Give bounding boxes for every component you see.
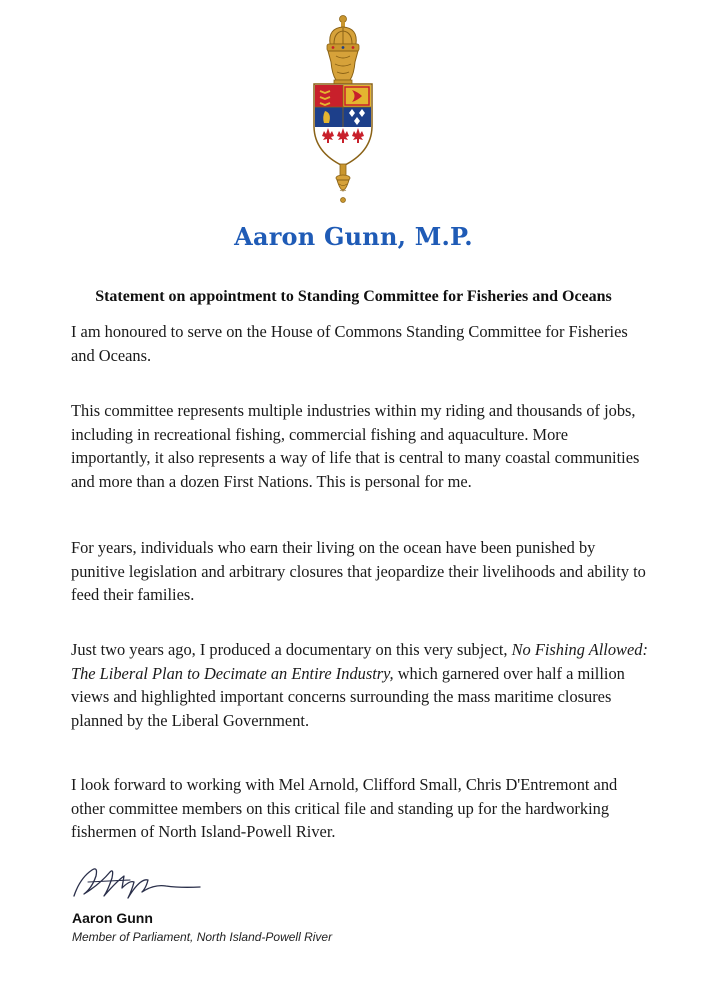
statement-title: Statement on appointment to Standing Committee for Fisheries and Oceans: [95, 288, 612, 305]
mp-name-heading: Aaron Gunn, M.P.: [234, 222, 473, 251]
paragraph-4-lead: Just two years ago, I produced a documentary on this very subject,: [71, 640, 512, 659]
paragraph-committee: [71, 399, 651, 493]
house-of-commons-mace-crest-icon: [308, 14, 378, 204]
signatory-role: Member of Parliament, North Island-Powell River: [72, 930, 333, 944]
paragraph-4-tail: which garnered over half a million views and highlighted important concerns surrounding the mass maritime closures planned by the Liberal Government.: [71, 663, 625, 730]
paragraph-2-text: This committee represents multiple industries within my riding and thousands of jobs, including in recreational fishing, commercial fishing and aquaculture. More importantly, it also represents a way of life that is central to many coastal communities and more than a dozen First Nations. This is personal for me.: [71, 401, 640, 491]
paragraph-forward: [71, 773, 651, 844]
paragraph-4-text: [71, 638, 651, 732]
paragraph-honoured: [71, 320, 651, 367]
paragraph-1-text: I am honoured to serve on the House of Commons Standing Committee for Fisheries and Oceans.: [71, 322, 628, 365]
paragraph-3-text: For years, individuals who earn their living on the ocean have been punished by punitive legislation and arbitrary closures that jeopardize their livelihoods and ability to feed their families.: [71, 538, 646, 605]
paragraph-punished: [71, 536, 651, 607]
signatory-name: Aaron Gunn: [72, 910, 153, 926]
paragraph-documentary: [71, 638, 651, 732]
handwritten-signature: [70, 858, 205, 908]
documentary-title: No Fishing Allowed: The Liberal Plan to Decimate an Entire Industry,: [71, 640, 648, 683]
paragraph-5-text: I look forward to working with Mel Arnold, Clifford Small, Chris D'Entremont and other committee members on this critical file and standing up for the hardworking fishermen of North Island-Powell River.: [71, 775, 618, 842]
